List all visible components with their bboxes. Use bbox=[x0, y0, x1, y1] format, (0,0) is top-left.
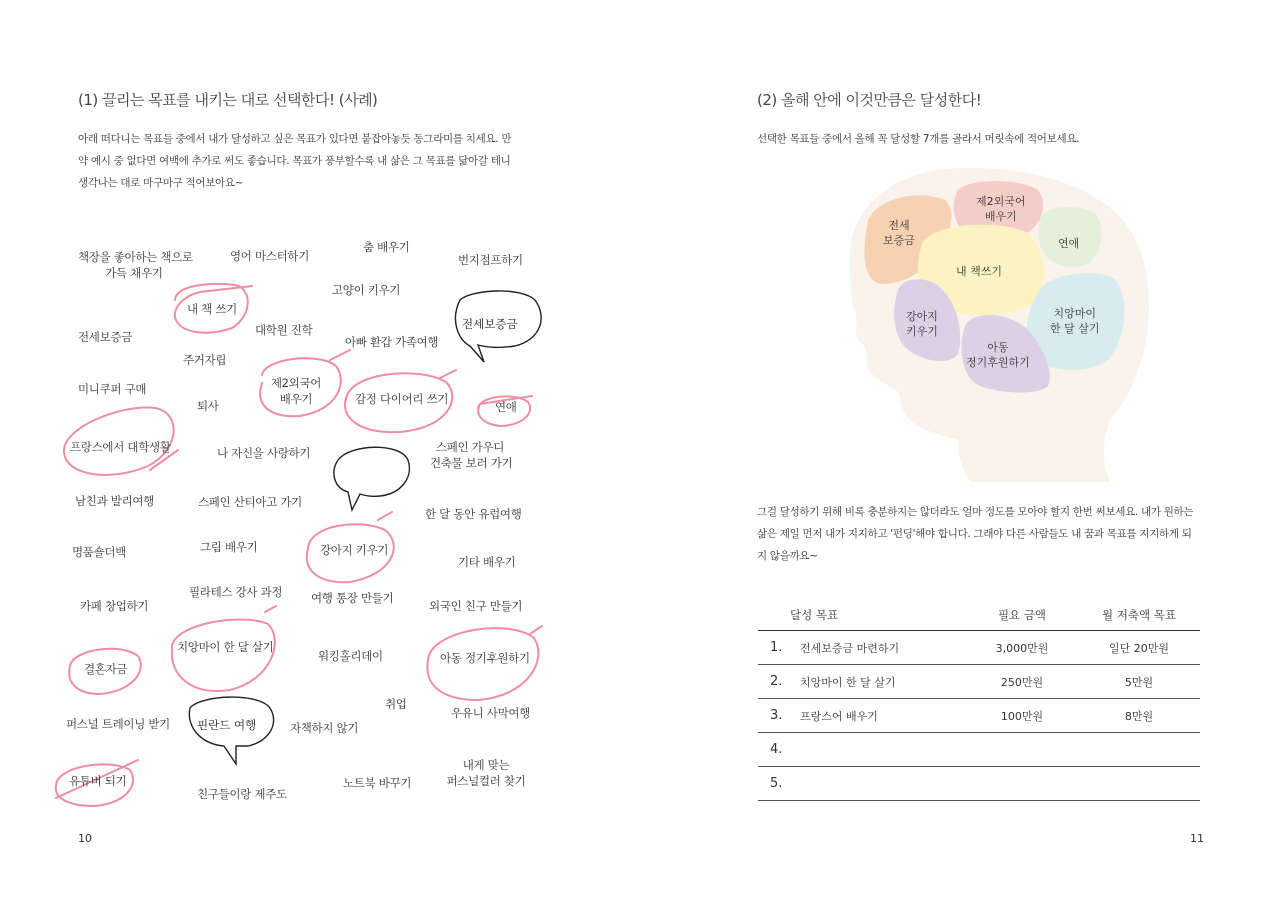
goal-bungee: 번지점프하기 bbox=[458, 253, 523, 267]
row-goal: 치앙마이 한 달 살기 bbox=[799, 665, 966, 699]
goal-gaudi-line-2: 건축물 보러 가기 bbox=[430, 456, 513, 470]
speech-bubble-empty bbox=[334, 447, 409, 510]
header-amount: 필요 금액 bbox=[966, 600, 1078, 631]
brain-label-second-language-line-2: 배우기 bbox=[984, 210, 1017, 223]
goal-housing: 주거자립 bbox=[183, 353, 227, 367]
row-monthly bbox=[1078, 733, 1200, 767]
page-number-right: 11 bbox=[1190, 832, 1204, 845]
row-amount bbox=[966, 767, 1078, 801]
row-amount: 250만원 bbox=[966, 665, 1078, 699]
brain-label-deposit-line-2: 보증금 bbox=[883, 234, 915, 247]
goal-second-language-line-2: 배우기 bbox=[279, 392, 313, 406]
right-heading: (2) 올해 안에 이것만큼은 달성한다! bbox=[757, 91, 982, 109]
goal-dance: 춤 배우기 bbox=[363, 240, 410, 254]
goal-jeju: 친구들이랑 제주도 bbox=[197, 787, 287, 801]
goal-personal-training: 퍼스널 트레이닝 받기 bbox=[66, 717, 170, 731]
brain-label-my-book-line-1: 내 책쓰기 bbox=[956, 265, 1003, 278]
brain-label-chiang-mai-line-2: 한 달 살기 bbox=[1050, 322, 1100, 335]
brain-label-chiang-mai bbox=[1050, 306, 1100, 336]
row-amount: 100만원 bbox=[966, 699, 1078, 733]
brain-label-child-sponsor-line-1: 아동 bbox=[987, 341, 1009, 354]
table-row bbox=[758, 767, 1200, 801]
row-amount: 3,000만원 bbox=[966, 631, 1078, 665]
row-monthly: 일단 20만원 bbox=[1078, 631, 1200, 665]
goal-personal-color-line-2: 퍼스널컬러 찾기 bbox=[446, 774, 526, 788]
header-monthly: 월 저축액 목표 bbox=[1078, 600, 1200, 631]
goal-uyuni: 우유니 사막여행 bbox=[451, 706, 531, 720]
row-goal bbox=[799, 733, 966, 767]
goal-quit-job: 퇴사 bbox=[197, 399, 219, 413]
goal-self-love: 나 자신을 사랑하기 bbox=[217, 446, 311, 460]
bubble-deposit-text: 전세보증금 bbox=[462, 317, 518, 331]
goal-personal-color-line-1: 내게 맞는 bbox=[462, 758, 510, 772]
row-goal bbox=[799, 767, 966, 801]
goal-cat: 고양이 키우기 bbox=[332, 283, 401, 297]
goal-dating: 연애 bbox=[495, 400, 517, 414]
table-row bbox=[758, 733, 1200, 767]
goal-grad-school: 대학원 진학 bbox=[255, 323, 313, 337]
right-intro: 선택한 목표들 중에서 올해 꼭 달성할 7개를 골라서 머릿속에 적어보세요. bbox=[757, 133, 1080, 145]
brain-label-dating-line-1: 연애 bbox=[1058, 237, 1080, 250]
row-goal: 프랑스어 배우기 bbox=[799, 699, 966, 733]
goal-chiang-mai: 치앙마이 한 달 살기 bbox=[177, 640, 274, 654]
goal-pilates: 필라테스 강사 과정 bbox=[189, 585, 283, 599]
goal-mini-cooper: 미니쿠퍼 구매 bbox=[78, 382, 147, 396]
goal-no-self-blame: 자책하지 않기 bbox=[290, 721, 359, 735]
brain-label-child-sponsor-line-2: 정기후원하기 bbox=[966, 356, 1030, 369]
goal-europe-month: 한 달 동안 유럽여행 bbox=[425, 507, 522, 521]
brain-label-second-language bbox=[976, 194, 1026, 224]
brain-label-dating bbox=[1058, 236, 1079, 251]
brain-label-puppy bbox=[906, 309, 938, 339]
row-monthly: 5만원 bbox=[1078, 665, 1200, 699]
goal-puppy: 강아지 키우기 bbox=[320, 543, 389, 557]
goal-personal-color bbox=[444, 757, 528, 789]
goal-dad-trip: 아빠 환갑 가족여행 bbox=[345, 335, 439, 349]
goal-employment: 취업 bbox=[385, 697, 407, 711]
goal-foreign-friend: 외국인 친구 만들기 bbox=[429, 599, 523, 613]
goal-gaudi bbox=[430, 439, 513, 471]
brain-label-puppy-line-2: 키우기 bbox=[906, 325, 938, 338]
goal-designer-bag: 명품숄더백 bbox=[72, 545, 127, 559]
table-row bbox=[758, 699, 1200, 733]
table-row bbox=[758, 665, 1200, 699]
goal-child-sponsor: 아동 정기후원하기 bbox=[440, 651, 530, 665]
right-page bbox=[640, 0, 1280, 899]
goal-guitar: 기타 배우기 bbox=[458, 555, 516, 569]
left-heading: (1) 끌리는 목표를 내키는 대로 선택한다! (사례) bbox=[78, 91, 378, 109]
row-number: 2. bbox=[758, 665, 799, 699]
right-para-line-2: 삶은 제일 먼저 내가 지지하고 '펀딩'해야 합니다. 그래야 다른 사람들도 내 꿈과 목표를 지지하게 되 bbox=[757, 528, 1192, 540]
goal-wedding-fund: 결혼자금 bbox=[84, 662, 128, 676]
row-number: 4. bbox=[758, 733, 799, 767]
brain-label-chiang-mai-line-1: 치앙마이 bbox=[1053, 307, 1096, 320]
goal-youtuber: 유튜버 되기 bbox=[69, 774, 127, 788]
brain-label-my-book bbox=[956, 264, 1002, 279]
row-number: 1. bbox=[758, 631, 799, 665]
savings-table bbox=[758, 600, 1200, 801]
goal-english: 영어 마스터하기 bbox=[230, 249, 310, 263]
goal-santiago: 스페인 산티아고 가기 bbox=[198, 495, 302, 509]
goal-deposit: 전세보증금 bbox=[78, 330, 133, 344]
row-amount bbox=[966, 733, 1078, 767]
goal-bookshelf-line-1: 책장을 좋아하는 책으로 bbox=[78, 250, 193, 264]
brain-label-second-language-line-1: 제2외국어 bbox=[976, 195, 1026, 208]
row-number: 5. bbox=[758, 767, 799, 801]
brain-label-deposit-line-1: 전세 bbox=[888, 219, 910, 232]
row-goal: 전세보증금 마련하기 bbox=[799, 631, 966, 665]
goal-bookshelf-line-2: 가득 채우기 bbox=[105, 266, 163, 280]
goal-drawing: 그림 배우기 bbox=[200, 540, 258, 554]
goal-bali: 남친과 발리여행 bbox=[75, 494, 155, 508]
savings-table-header bbox=[758, 600, 1200, 631]
table-row bbox=[758, 631, 1200, 665]
brain-label-child-sponsor bbox=[966, 340, 1030, 370]
row-monthly: 8만원 bbox=[1078, 699, 1200, 733]
goal-second-language bbox=[268, 375, 324, 407]
goal-cafe: 카페 창업하기 bbox=[80, 599, 149, 613]
left-intro-line-3: 생각나는 대로 마구마구 적어보아요~ bbox=[78, 177, 244, 189]
goal-bookshelf bbox=[78, 249, 193, 281]
goal-second-language-line-1: 제2외국어 bbox=[270, 376, 322, 390]
bubble-finland-text: 핀란드 여행 bbox=[197, 718, 257, 732]
goal-travel-account: 여행 통장 만들기 bbox=[311, 591, 394, 605]
row-monthly bbox=[1078, 767, 1200, 801]
goal-gaudi-line-1: 스페인 가우디 bbox=[435, 440, 505, 454]
right-para-line-3: 지 않을까요~ bbox=[757, 550, 818, 562]
left-intro-line-1: 아래 떠다니는 목표들 중에서 내가 달성하고 싶은 목표가 있다면 붙잡아놓듯 동그라미를 치세요. 만 bbox=[78, 133, 512, 145]
right-para-line-1: 그걸 달성하기 위해 비록 충분하지는 않더라도 얼마 정도를 모아야 할지 한번 써보세요. 내가 원하는 bbox=[757, 506, 1194, 518]
row-number: 3. bbox=[758, 699, 799, 733]
page-number-left: 10 bbox=[78, 832, 92, 845]
goal-emotion-diary: 감정 다이어리 쓰기 bbox=[355, 392, 449, 406]
goal-my-book: 내 책 쓰기 bbox=[187, 302, 237, 316]
brain-label-deposit bbox=[883, 218, 915, 248]
left-intro-line-2: 약 예시 중 없다면 여백에 추가로 써도 좋습니다. 목표가 풍부할수록 내 삶은 그 목표를 닮아갈 테니 bbox=[78, 155, 511, 167]
goal-laptop: 노트북 바꾸기 bbox=[343, 776, 412, 790]
brain-label-puppy-line-1: 강아지 bbox=[906, 310, 938, 323]
goal-france-college: 프랑스에서 대학생활 bbox=[70, 440, 171, 454]
goal-working-holiday: 워킹홀리데이 bbox=[318, 649, 383, 663]
header-goal: 달성 목표 bbox=[758, 600, 966, 631]
